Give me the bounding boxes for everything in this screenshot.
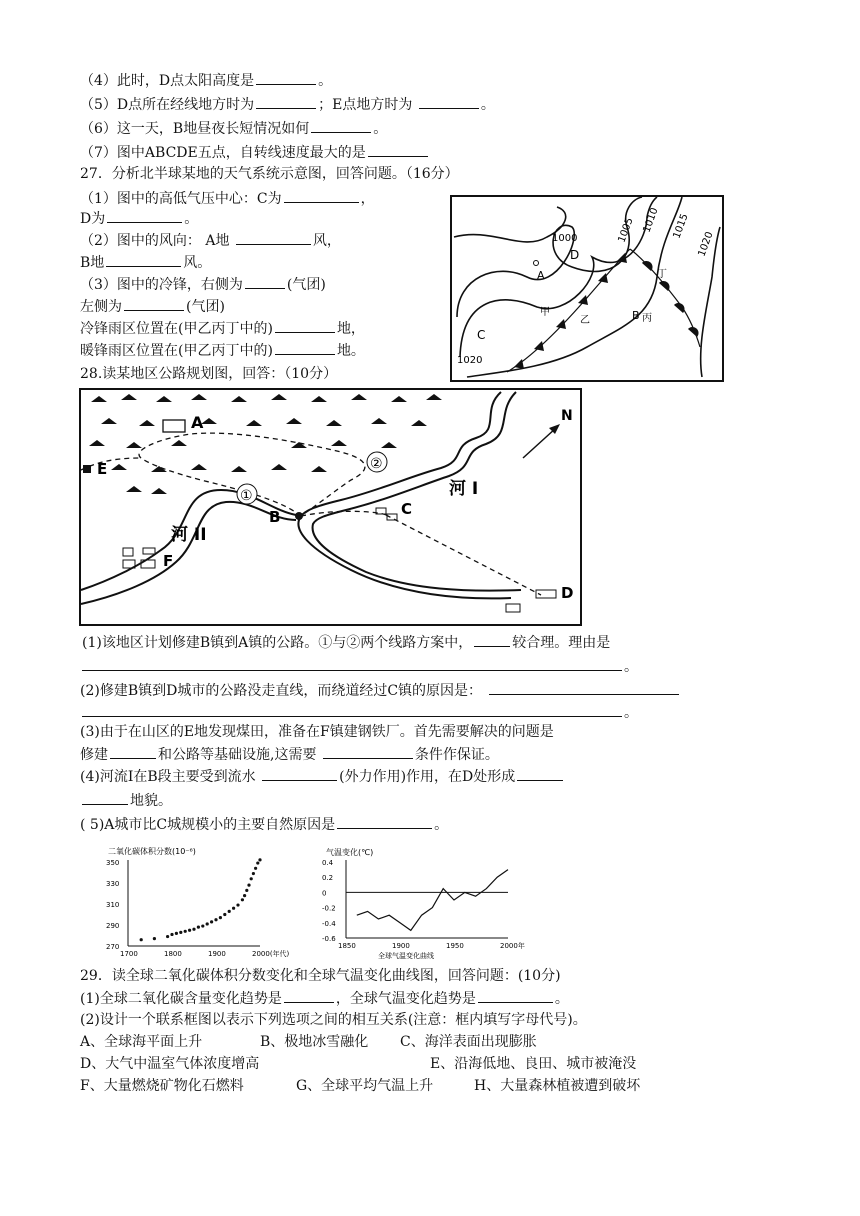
q29-option-G: G、全球平均气温上升 [296,1078,434,1094]
answer-blank[interactable] [256,70,316,85]
answer-blank[interactable] [82,790,128,805]
q29-option-H: H、大量森林植被遭到破坏 [474,1078,641,1094]
q29-option-B: B、极地冰雪融化 [260,1034,369,1050]
co2-chart [100,846,290,962]
co2-y-tick: 290 [106,922,120,930]
isobar-label: 1020 [457,355,483,366]
co2-data-point [192,928,195,931]
co2-data-point [232,907,235,910]
q29-option-A: A、全球海平面上升 [80,1034,203,1050]
weather-map-svg [452,197,722,380]
temp-chart-title: 气温变化(℃) [326,848,374,857]
q27-title: 27．分析北半球某地的天气系统示意图，回答问题。（16分） [80,166,459,182]
town-C: C [401,500,413,518]
q28-title: 28.读某地区公路规划图，回答：（10分） [80,366,338,382]
answer-blank[interactable] [106,252,181,267]
co2-data-point [140,938,143,941]
area-ding: 丁 [657,269,667,280]
q29-option-E: E、沿海低地、良田、城市被淹没 [430,1056,637,1072]
temp-y-tick: 0.2 [322,874,334,883]
town-F: F [163,552,174,570]
temp-chart-svg [318,846,525,962]
temp-x-tick: 2000年 [500,942,525,950]
co2-y-tick: 350 [106,859,120,867]
temp-x-tick: 1850 [338,942,356,950]
co2-data-point [241,898,244,901]
answer-blank[interactable] [323,744,413,759]
co2-data-point [201,924,204,927]
isobar-label: 1010 [641,206,661,235]
answer-blank[interactable] [311,118,371,133]
co2-y-tick: 270 [106,943,120,951]
q26-line7: （7）图中ABCDE五点，自转线速度最大的是 [80,142,430,163]
answer-blank[interactable] [110,744,156,759]
city-D: D [561,584,574,602]
q28-line4b: 地貌。 [80,790,172,811]
co2-data-point [175,932,178,935]
isobar-label: 1005 [616,216,636,245]
q26-line6: （6）这一天，B地昼夜长短情况如何 。 [80,118,387,139]
co2-data-point [236,903,239,906]
q27-line2b: B地 风。 [80,252,211,273]
isobar-label: 1020 [696,230,716,259]
temp-y-tick: 0 [322,889,327,898]
temp-y-tick: -0.2 [322,904,336,913]
co2-data-point [170,933,173,936]
co2-x-tick: 2000(年代) [252,950,290,958]
isobar-label: 1015 [671,212,691,241]
point-A: A [537,269,545,282]
answer-blank[interactable] [124,296,184,311]
answer-blank[interactable] [275,340,335,355]
answer-blank[interactable] [284,188,359,203]
co2-data-point [166,935,169,938]
co2-data-point [252,872,255,875]
route-2-label: ② [370,456,383,472]
q27-line4: 冷锋雨区位置在(甲乙丙丁中的) 地， [80,318,365,339]
q28-line1b: 。 [80,656,638,677]
answer-blank[interactable] [256,94,316,109]
mountain-symbols [89,394,442,494]
co2-data-point [243,894,246,897]
co2-data-point [179,931,182,934]
q29-option-C: C、海洋表面出现膨胀 [400,1034,537,1050]
answer-blank[interactable] [284,988,334,1003]
answer-blank[interactable] [275,318,335,333]
co2-data-point [219,916,222,919]
answer-blank[interactable] [245,274,285,289]
temp-series-line [357,870,508,931]
town-A: A [191,413,204,432]
q29-line1: (1)全球二氧化碳含量变化趋势是 ，全球气温变化趋势是 。 [80,988,569,1009]
answer-blank[interactable] [107,208,182,223]
low-center-D: D [570,248,580,262]
q28-line3b: 修建 和公路等基础设施,这需要 条件作保证。 [80,744,499,765]
answer-blank[interactable] [474,632,510,647]
q29-line2: (2)设计一个联系框图以表示下列选项之间的相互关系(注意：框内填写字母代号)。 [80,1012,587,1028]
town-B: B [269,508,281,526]
answer-blank[interactable] [337,814,432,829]
coal-site-E: E [97,460,108,478]
co2-chart-svg [100,846,290,962]
q28-line2: (2)修建B镇到D城市的公路没走直线，而绕道经过C镇的原因是： [80,680,681,701]
q28-line2b: 。 [80,702,638,723]
point-B: B [632,309,640,322]
answer-blank[interactable] [368,142,428,157]
area-jia: 甲 [540,307,550,318]
q28-line1: (1)该地区计划修建B镇到A镇的公路。①与②两个线路方案中， 较合理。理由是 [82,632,610,653]
q27-line3b: 左侧为 (气团) [80,296,225,317]
co2-data-point [184,930,187,933]
answer-blank[interactable] [236,230,311,245]
answer-blank[interactable] [82,702,622,717]
q27-line3: （3）图中的冷锋，右侧为 (气团) [80,274,326,295]
river-1-label: 河 I [449,479,479,499]
q27-line5: 暖锋雨区位置在(甲乙丙丁中的) 地。 [80,340,365,361]
co2-data-point [206,922,209,925]
temp-x-tick: 1900 [392,942,410,950]
q27-line1b: D为 。 [80,208,198,229]
north-arrow: N [561,408,573,424]
route-1-label: ① [240,488,253,504]
q28-line5: ( 5)A城市比C城规模小的主要自然原因是 。 [80,814,448,835]
road-planning-map [79,388,582,626]
co2-chart-title: 二氧化碳体积分数(10⁻⁶) [108,847,196,856]
temp-chart [318,846,525,962]
co2-data-point [258,858,261,861]
weather-system-map [450,195,724,382]
q26-line4: （4）此时，D点太阳高度是 。 [80,70,332,91]
co2-data-point [247,884,250,887]
high-center-C: C [477,328,486,342]
co2-data-point [250,877,253,880]
co2-x-tick: 1700 [120,950,138,958]
isobar-label: 1000 [552,233,578,244]
answer-blank[interactable] [478,988,553,1003]
river-2-label: 河 II [171,525,207,545]
q28-line3: (3)由于在山区的E地发现煤田，准备在F镇建钢铁厂。首先需要解决的问题是 [80,724,554,740]
co2-x-tick: 1800 [164,950,182,958]
co2-data-point [153,937,156,940]
q26-line5: （5）D点所在经线地方时为 ；E点地方时为 。 [80,94,495,115]
co2-data-point [223,913,226,916]
road-map-svg [81,390,580,624]
q29-option-D: D、大气中温室气体浓度增高 [80,1056,260,1072]
q28-line4: (4)河流Ⅰ在B段主要受到流水 (外力作用)作用，在D处形成 [80,766,565,787]
co2-data-point [188,929,191,932]
q27-line2: （2）图中的风向： A地 风， [80,230,341,251]
temp-y-tick: -0.6 [322,935,336,943]
answer-blank[interactable] [262,766,337,781]
co2-data-point [256,861,259,864]
co2-data-point [254,867,257,870]
q27-line1: （1）图中的高低气压中心：C为 ， [80,188,375,209]
temp-y-tick: 0.4 [322,859,334,867]
co2-data-point [214,918,217,921]
area-bing: 丙 [642,313,652,324]
temp-x-tick: 1950 [446,942,464,950]
co2-y-tick: 310 [106,901,120,909]
co2-y-tick: 330 [106,880,120,888]
q29-option-F: F、大量燃烧矿物化石燃料 [80,1078,244,1094]
answer-blank[interactable] [82,656,622,671]
answer-blank[interactable] [517,766,563,781]
co2-x-tick: 1900 [208,950,226,958]
temp-y-tick: -0.4 [322,919,336,928]
co2-data-point [210,920,213,923]
co2-data-point [228,910,231,913]
co2-data-point [197,926,200,929]
answer-blank[interactable] [419,94,479,109]
co2-data-point [245,889,248,892]
q29-title: 29．读全球二氧化碳体积分数变化和全球气温变化曲线图，回答问题：(10分) [80,968,561,984]
area-yi: 乙 [580,315,590,326]
answer-blank[interactable] [489,680,679,695]
temp-chart-caption: 全球气温变化曲线 [378,952,434,960]
